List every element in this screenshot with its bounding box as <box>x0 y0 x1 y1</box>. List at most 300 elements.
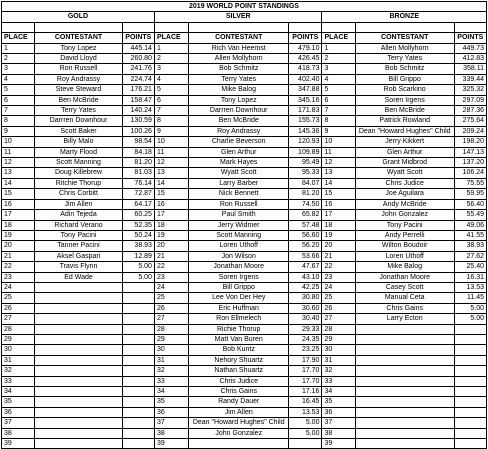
gold-points-cell <box>122 418 154 428</box>
silver-section-label: SILVER <box>154 12 322 22</box>
gold-place-cell: 34 <box>2 387 35 397</box>
silver-place-cell: 37 <box>154 418 188 428</box>
silver-place-cell: 4 <box>154 74 188 84</box>
bronze-points-cell <box>454 397 486 407</box>
gold-contestant-cell <box>35 293 122 303</box>
silver-points-cell: 145.36 <box>289 126 322 136</box>
bronze-place-cell: 11 <box>322 147 355 157</box>
table-row <box>2 199 487 209</box>
bronze-points-cell: 449.73 <box>454 43 486 53</box>
table-row <box>2 178 487 188</box>
bronze-contestant-cell: Tony Pacini <box>355 220 454 230</box>
silver-place-cell: 17 <box>154 210 188 220</box>
table-row <box>2 418 487 428</box>
bronze-place-cell: 26 <box>322 303 355 313</box>
table-row <box>2 428 487 438</box>
bronze-contestant-cell: Soren Irgens <box>355 95 454 105</box>
table-row <box>2 220 487 230</box>
gold-place-cell: 1 <box>2 43 35 53</box>
gold-points-cell <box>122 439 154 449</box>
bronze-contestant-cell: Mike Balog <box>355 262 454 272</box>
bronze-contestant-cell: Bob Schmitz <box>355 64 454 74</box>
silver-contestant-cell: Jerry Widmer <box>189 220 289 230</box>
bronze-points-cell: 412.83 <box>454 54 486 64</box>
bronze-place-cell: 14 <box>322 178 355 188</box>
gold-contestant-cell: Tanner Pacini <box>35 241 122 251</box>
gold-contestant-cell: David Lloyd <box>35 54 122 64</box>
gold-place-cell: 28 <box>2 324 35 334</box>
silver-place-cell: 26 <box>154 303 188 313</box>
gold-place-cell: 25 <box>2 293 35 303</box>
table-row <box>2 407 487 417</box>
silver-contestant-cell: Jim Allen <box>189 407 289 417</box>
bronze-place-cell: 17 <box>322 210 355 220</box>
sheet-title: 2019 WORLD POINT STANDINGS <box>2 2 487 12</box>
gold-place-cell: 14 <box>2 178 35 188</box>
gold-contestant-cell: Scott Manning <box>35 158 122 168</box>
silver-contestant-cell: Chris Judice <box>189 376 289 386</box>
bronze-place-cell: 1 <box>322 43 355 53</box>
table-row <box>2 366 487 376</box>
table-row <box>2 293 487 303</box>
table-row <box>2 324 487 334</box>
gold-place-cell: 12 <box>2 158 35 168</box>
gold-contestant-cell <box>35 439 122 449</box>
bronze-place-cell: 38 <box>322 428 355 438</box>
gold-place-cell: 8 <box>2 116 35 126</box>
bronze-points-cell: 5.00 <box>454 303 486 313</box>
bronze-points-cell: 5.00 <box>454 314 486 324</box>
bronze-place-cell: 31 <box>322 355 355 365</box>
silver-points-cell: 81.20 <box>289 189 322 199</box>
silver-place-cell: 5 <box>154 85 188 95</box>
gold-points-cell <box>122 314 154 324</box>
silver-place-cell: 35 <box>154 397 188 407</box>
bronze-contestant-cell: Allen Mollyhorn <box>355 43 454 53</box>
silver-place-cell: 36 <box>154 407 188 417</box>
gold-points-cell <box>122 334 154 344</box>
gold-place-cell: 10 <box>2 137 35 147</box>
silver-points-cell: 426.45 <box>289 54 322 64</box>
gold-points-cell <box>122 303 154 313</box>
silver-contestant-cell: Dean "Howard Hughes" Child <box>189 418 289 428</box>
table-row <box>2 282 487 292</box>
gold-place-cell: 11 <box>2 147 35 157</box>
bronze-points-cell: 106.24 <box>454 168 486 178</box>
silver-points-cell: 23.25 <box>289 345 322 355</box>
gold-points-cell: 158.47 <box>122 95 154 105</box>
silver-place-cell: 22 <box>154 262 188 272</box>
gold-contestant-cell <box>35 303 122 313</box>
gold-place-cell: 36 <box>2 407 35 417</box>
silver-points-cell: 155.73 <box>289 116 322 126</box>
bronze-contestant-cell: Wilton Boudoir <box>355 241 454 251</box>
gold-contestant-cell: Doug Killebrew <box>35 168 122 178</box>
bronze-place-cell: 23 <box>322 272 355 282</box>
bronze-place-cell: 34 <box>322 387 355 397</box>
gold-points-cell: 176.21 <box>122 85 154 95</box>
gold-contestant-cell: Terry Yates <box>35 106 122 116</box>
silver-contestant-cell <box>189 439 289 449</box>
silver-place-cell: 6 <box>154 95 188 105</box>
silver-place-cell: 38 <box>154 428 188 438</box>
bronze-contestant-cell <box>355 334 454 344</box>
standings-table <box>1 1 487 449</box>
gold-place-cell: 37 <box>2 418 35 428</box>
table-row <box>2 210 487 220</box>
bronze-points-cell: 49.06 <box>454 220 486 230</box>
silver-points-cell: 347.88 <box>289 85 322 95</box>
bronze-contestant-cell <box>355 387 454 397</box>
gold-place-cell: 22 <box>2 262 35 272</box>
table-row <box>2 387 487 397</box>
table-row <box>2 303 487 313</box>
silver-place-cell: 13 <box>154 168 188 178</box>
silver-points-cell: 29.33 <box>289 324 322 334</box>
silver-place-cell: 25 <box>154 293 188 303</box>
bronze-place-cell: 27 <box>322 314 355 324</box>
bronze-section-label: BRONZE <box>322 12 487 22</box>
silver-place-cell: 11 <box>154 147 188 157</box>
gold-points-cell: 52.35 <box>122 220 154 230</box>
silver-contestant-cell: Tony Lopez <box>189 95 289 105</box>
bronze-contestant-cell <box>355 428 454 438</box>
gold-place-cell: 6 <box>2 95 35 105</box>
gold-contestant-cell <box>35 366 122 376</box>
table-row <box>2 230 487 240</box>
gold-contestant-cell <box>35 387 122 397</box>
bronze-points-cell: 25.40 <box>454 262 486 272</box>
gold-points-cell: 130.59 <box>122 116 154 126</box>
gold-contestant-header: CONTESTANT <box>35 33 122 43</box>
silver-contestant-cell: Randy Dauer <box>189 397 289 407</box>
silver-contestant-cell: Ron Russell <box>189 199 289 209</box>
gold-place-cell: 24 <box>2 282 35 292</box>
gold-contestant-cell: Steve Steward <box>35 85 122 95</box>
bronze-place-cell: 12 <box>322 158 355 168</box>
silver-contestant-cell: Nick Bennett <box>189 189 289 199</box>
bronze-contestant-cell: Glen Arthur <box>355 147 454 157</box>
gold-contestant-cell: Ed Wade <box>35 272 122 282</box>
bronze-place-cell: 32 <box>322 366 355 376</box>
silver-points-cell: 24.35 <box>289 334 322 344</box>
silver-contestant-cell: Terry Yates <box>189 74 289 84</box>
gold-points-cell: 84.18 <box>122 147 154 157</box>
silver-contestant-cell: Nehory Shuartz <box>189 355 289 365</box>
gold-place-cell: 7 <box>2 106 35 116</box>
gold-points-cell: 76.14 <box>122 178 154 188</box>
gold-contestant-cell: Ben McBride <box>35 95 122 105</box>
bronze-points-cell <box>454 428 486 438</box>
silver-points-cell: 56.20 <box>289 241 322 251</box>
bronze-contestant-cell: Bill Grippo <box>355 74 454 84</box>
silver-points-cell: 5.00 <box>289 418 322 428</box>
bronze-contestant-cell <box>355 355 454 365</box>
table-row <box>2 147 487 157</box>
bronze-contestant-header: CONTESTANT <box>355 33 454 43</box>
silver-contestant-cell: Jonathan Moore <box>189 262 289 272</box>
silver-place-cell: 8 <box>154 116 188 126</box>
gold-points-cell <box>122 282 154 292</box>
table-row <box>2 158 487 168</box>
bronze-points-cell <box>454 366 486 376</box>
bronze-place-cell: 4 <box>322 74 355 84</box>
silver-place-cell: 2 <box>154 54 188 64</box>
table-row <box>2 106 487 116</box>
table-row <box>2 397 487 407</box>
gold-contestant-cell: Tony Lopez <box>35 43 122 53</box>
gold-place-cell: 5 <box>2 85 35 95</box>
silver-points-cell: 16.45 <box>289 397 322 407</box>
bronze-place-cell: 37 <box>322 418 355 428</box>
gold-points-cell: 12.89 <box>122 251 154 261</box>
silver-contestant-cell: Mark Hayes <box>189 158 289 168</box>
silver-place-cell: 19 <box>154 230 188 240</box>
gold-points-cell <box>122 387 154 397</box>
bronze-contestant-cell: Casey Scott <box>355 282 454 292</box>
silver-points-cell: 120.93 <box>289 137 322 147</box>
bronze-points-cell: 287.36 <box>454 106 486 116</box>
gold-points-cell: 241.76 <box>122 64 154 74</box>
silver-contestant-cell: Allen Mollyhorn <box>189 54 289 64</box>
bronze-contestant-cell: Joe Aguilara <box>355 189 454 199</box>
silver-place-cell: 1 <box>154 43 188 53</box>
gold-contestant-cell: Richard Verano <box>35 220 122 230</box>
gold-contestant-cell <box>35 376 122 386</box>
gold-place-cell: 20 <box>2 241 35 251</box>
silver-place-cell: 28 <box>154 324 188 334</box>
silver-contestant-cell: Roy Andrassy <box>189 126 289 136</box>
bronze-contestant-cell: Jonathan Moore <box>355 272 454 282</box>
silver-points-cell: 47.67 <box>289 262 322 272</box>
bronze-contestant-cell: Larry Ecton <box>355 314 454 324</box>
silver-points-cell: 30.80 <box>289 293 322 303</box>
gold-points-cell: 64.17 <box>122 199 154 209</box>
silver-contestant-cell: Bob Kuntz <box>189 345 289 355</box>
table-row <box>2 355 487 365</box>
silver-points-cell: 74.50 <box>289 199 322 209</box>
silver-points-cell: 402.40 <box>289 74 322 84</box>
bronze-place-cell: 36 <box>322 407 355 417</box>
gold-place-cell: 19 <box>2 230 35 240</box>
bronze-place-cell: 15 <box>322 189 355 199</box>
table-row <box>2 54 487 64</box>
bronze-points-cell: 75.55 <box>454 178 486 188</box>
gold-points-cell <box>122 293 154 303</box>
gold-contestant-cell: Roy Andrassy <box>35 74 122 84</box>
table-row <box>2 272 487 282</box>
bronze-place-cell: 5 <box>322 85 355 95</box>
silver-contestant-cell: Loren Uthoff <box>189 241 289 251</box>
silver-place-cell: 27 <box>154 314 188 324</box>
silver-points-cell <box>289 439 322 449</box>
gold-points-cell <box>122 428 154 438</box>
gold-place-cell: 18 <box>2 220 35 230</box>
silver-points-header: POINTS <box>289 33 322 43</box>
gold-place-cell: 32 <box>2 366 35 376</box>
silver-points-cell: 57.48 <box>289 220 322 230</box>
silver-contestant-cell: Darrren Downhour <box>189 106 289 116</box>
gold-place-cell: 21 <box>2 251 35 261</box>
table-row <box>2 251 487 261</box>
bronze-contestant-cell: Wyatt Scott <box>355 168 454 178</box>
gold-place-cell: 31 <box>2 355 35 365</box>
bronze-place-cell: 9 <box>322 126 355 136</box>
gold-place-cell: 2 <box>2 54 35 64</box>
silver-points-cell: 479.10 <box>289 43 322 53</box>
gold-place-cell: 16 <box>2 199 35 209</box>
gold-points-cell: 224.74 <box>122 74 154 84</box>
silver-place-cell: 7 <box>154 106 188 116</box>
silver-place-cell: 10 <box>154 137 188 147</box>
table-row <box>2 43 487 53</box>
silver-place-cell: 15 <box>154 189 188 199</box>
silver-place-cell: 30 <box>154 345 188 355</box>
bronze-place-cell: 2 <box>322 54 355 64</box>
silver-place-cell: 12 <box>154 158 188 168</box>
gold-contestant-cell <box>35 418 122 428</box>
silver-place-cell: 16 <box>154 199 188 209</box>
bronze-points-cell: 137.20 <box>454 158 486 168</box>
silver-contestant-cell: Rich Van Heemst <box>189 43 289 53</box>
silver-contestant-cell: Matt Van Buren <box>189 334 289 344</box>
bronze-contestant-cell <box>355 324 454 334</box>
silver-points-cell: 53.66 <box>289 251 322 261</box>
silver-contestant-cell: Richie Thorup <box>189 324 289 334</box>
bronze-place-cell: 8 <box>322 116 355 126</box>
bronze-place-cell: 29 <box>322 334 355 344</box>
bronze-contestant-cell: Jerry Kikkert <box>355 137 454 147</box>
bronze-points-cell <box>454 418 486 428</box>
table-row <box>2 334 487 344</box>
silver-contestant-cell: Chris Gains <box>189 387 289 397</box>
bronze-points-cell <box>454 324 486 334</box>
bronze-points-cell <box>454 407 486 417</box>
spacer-row <box>2 22 487 32</box>
silver-points-cell: 95.49 <box>289 158 322 168</box>
bronze-place-cell: 35 <box>322 397 355 407</box>
silver-points-cell: 17.90 <box>289 355 322 365</box>
silver-place-cell: 29 <box>154 334 188 344</box>
gold-points-cell: 50.24 <box>122 230 154 240</box>
bronze-place-cell: 20 <box>322 241 355 251</box>
silver-contestant-header: CONTESTANT <box>189 33 289 43</box>
bronze-points-header: POINTS <box>454 33 486 43</box>
bronze-place-cell: 3 <box>322 64 355 74</box>
bronze-contestant-cell: Rob Scarkino <box>355 85 454 95</box>
bronze-points-cell: 198.20 <box>454 137 486 147</box>
bronze-contestant-cell <box>355 397 454 407</box>
bronze-points-cell: 41.55 <box>454 230 486 240</box>
bronze-contestant-cell <box>355 366 454 376</box>
gold-contestant-cell <box>35 324 122 334</box>
bronze-contestant-cell: Terry Yates <box>355 54 454 64</box>
silver-place-cell: 32 <box>154 366 188 376</box>
silver-points-cell: 84.07 <box>289 178 322 188</box>
gold-place-cell: 4 <box>2 74 35 84</box>
bronze-points-cell <box>454 387 486 397</box>
bronze-place-cell: 7 <box>322 106 355 116</box>
silver-points-cell: 17.16 <box>289 387 322 397</box>
gold-contestant-cell: Jim Allen <box>35 199 122 209</box>
silver-contestant-cell: Bill Grippo <box>189 282 289 292</box>
gold-points-cell <box>122 407 154 417</box>
bronze-points-cell: 209.24 <box>454 126 486 136</box>
silver-contestant-cell: Charlie Beverson <box>189 137 289 147</box>
silver-contestant-cell: Bob Schmitz <box>189 64 289 74</box>
table-row <box>2 314 487 324</box>
bronze-place-cell: 22 <box>322 262 355 272</box>
table-row <box>2 126 487 136</box>
gold-contestant-cell <box>35 397 122 407</box>
silver-contestant-cell: Jon Wilson <box>189 251 289 261</box>
table-row <box>2 85 487 95</box>
table-row <box>2 262 487 272</box>
silver-contestant-cell: Paul Smith <box>189 210 289 220</box>
gold-contestant-cell: Billy Malo <box>35 137 122 147</box>
silver-place-cell: 9 <box>154 126 188 136</box>
bronze-place-cell: 13 <box>322 168 355 178</box>
silver-contestant-cell: Ben McBride <box>189 116 289 126</box>
bronze-points-cell <box>454 355 486 365</box>
bronze-points-cell: 297.09 <box>454 95 486 105</box>
table-row <box>2 189 487 199</box>
bronze-place-cell: 18 <box>322 220 355 230</box>
bronze-place-cell: 33 <box>322 376 355 386</box>
silver-points-cell: 418.73 <box>289 64 322 74</box>
gold-points-cell <box>122 376 154 386</box>
bronze-points-cell: 55.49 <box>454 210 486 220</box>
gold-place-cell: 30 <box>2 345 35 355</box>
gold-points-cell <box>122 324 154 334</box>
bronze-points-cell: 27.62 <box>454 251 486 261</box>
bronze-place-cell: 16 <box>322 199 355 209</box>
bronze-points-cell: 339.44 <box>454 74 486 84</box>
bronze-contestant-cell: Chris Gains <box>355 303 454 313</box>
gold-contestant-cell: Ritchie Thorup <box>35 178 122 188</box>
silver-contestant-cell: Larry Barber <box>189 178 289 188</box>
bronze-contestant-cell: Chris Judice <box>355 178 454 188</box>
gold-points-header: POINTS <box>122 33 154 43</box>
bronze-contestant-cell <box>355 418 454 428</box>
gold-points-cell: 38.93 <box>122 241 154 251</box>
silver-contestant-cell: Glen Arthur <box>189 147 289 157</box>
bronze-contestant-cell: Andy McBride <box>355 199 454 209</box>
table-row <box>2 376 487 386</box>
bronze-place-cell: 24 <box>322 282 355 292</box>
gold-contestant-cell: Scott Baker <box>35 126 122 136</box>
gold-place-cell: 33 <box>2 376 35 386</box>
silver-points-cell: 17.70 <box>289 376 322 386</box>
gold-contestant-cell <box>35 314 122 324</box>
table-row <box>2 64 487 74</box>
bronze-points-cell: 13.53 <box>454 282 486 292</box>
gold-contestant-cell <box>35 345 122 355</box>
gold-place-cell: 23 <box>2 272 35 282</box>
gold-contestant-cell <box>35 282 122 292</box>
silver-place-cell: 20 <box>154 241 188 251</box>
silver-place-cell: 31 <box>154 355 188 365</box>
silver-points-cell: 17.70 <box>289 366 322 376</box>
table-row <box>2 74 487 84</box>
silver-contestant-cell: Eric Huffman <box>189 303 289 313</box>
silver-contestant-cell: John Gonzalez <box>189 428 289 438</box>
bronze-points-cell <box>454 439 486 449</box>
gold-contestant-cell <box>35 407 122 417</box>
table-row <box>2 168 487 178</box>
bronze-points-cell <box>454 334 486 344</box>
bronze-contestant-cell <box>355 376 454 386</box>
